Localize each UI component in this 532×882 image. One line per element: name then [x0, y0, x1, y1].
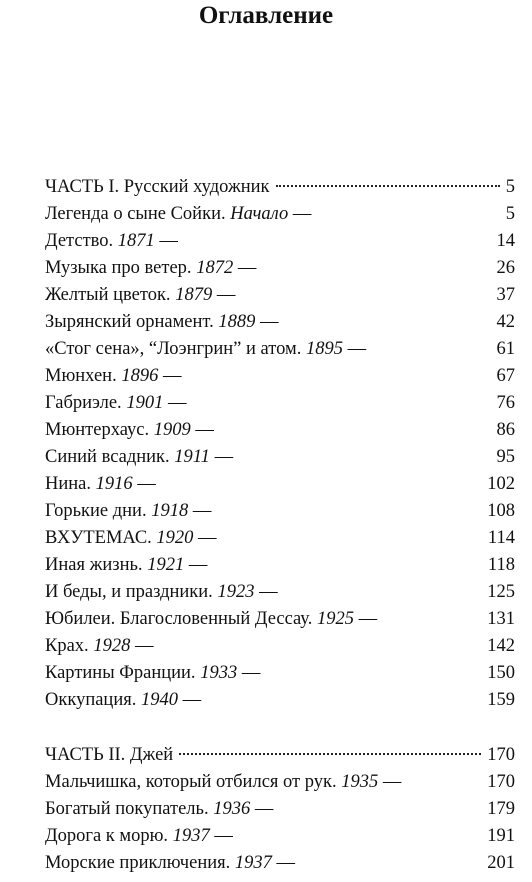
entry-page-number: 142: [487, 636, 515, 656]
entry-dash: —: [233, 258, 257, 278]
entry-dash: —: [132, 474, 156, 494]
toc-entry-label: [45, 309, 278, 336]
entry-dash: —: [271, 853, 296, 873]
toc-entry[interactable]: [45, 633, 515, 660]
entry-page-number: 42: [496, 312, 515, 332]
section-gap: [45, 714, 515, 742]
toc-entry[interactable]: [45, 579, 515, 606]
entry-title: Легенда о сыне Сойки.: [45, 204, 231, 224]
entry-year: 1879: [175, 285, 213, 305]
entry-dash: —: [378, 772, 402, 792]
dot-leader: [276, 185, 500, 187]
entry-dash: —: [190, 420, 214, 440]
entry-year: 1911: [174, 447, 210, 467]
toc-entry[interactable]: [45, 255, 515, 282]
toc-entry-label: [45, 498, 211, 525]
part-page-number: 5: [505, 177, 515, 197]
entry-page-number: 76: [496, 393, 515, 413]
entry-title: Дорога к морю.: [45, 826, 173, 846]
entry-dash: —: [212, 285, 236, 305]
toc-entry-label: [45, 796, 273, 823]
table-of-contents: [45, 174, 515, 877]
toc-entry-label: [45, 282, 235, 309]
toc-entry-label: [45, 417, 214, 444]
entry-year: 1871: [117, 231, 155, 251]
entry-page-number: 26: [496, 258, 515, 278]
entry-dash: —: [193, 528, 217, 548]
toc-entry[interactable]: [45, 660, 515, 687]
entry-year: 1925: [316, 609, 354, 629]
entry-year: 1935: [341, 772, 379, 792]
part-heading-label: ЧАСТЬ I. Русский художник: [45, 177, 270, 197]
toc-entry[interactable]: [45, 471, 515, 498]
entry-year: 1895: [305, 339, 343, 359]
toc-entry-label: [45, 201, 311, 228]
entry-dash: —: [154, 231, 178, 251]
entry-dash: —: [130, 636, 154, 656]
toc-entry[interactable]: [45, 769, 515, 796]
part-heading-row[interactable]: [45, 174, 515, 201]
toc-entry[interactable]: [45, 309, 515, 336]
entry-page-number: 118: [487, 555, 515, 575]
entry-dash: —: [188, 501, 212, 521]
entry-dash: —: [178, 690, 202, 710]
entry-year: 1937: [172, 826, 210, 846]
part-heading-label: ЧАСТЬ II. Джей: [45, 745, 174, 765]
entry-dash: —: [254, 582, 278, 602]
toc-entry-label: [45, 336, 366, 363]
entry-dash: —: [288, 204, 312, 224]
entry-page-number: 191: [487, 826, 515, 846]
entry-year: 1940: [141, 690, 178, 710]
entry-page-number: 179: [487, 799, 515, 819]
entry-title: ВХУТЕМАС.: [45, 528, 157, 548]
toc-entry[interactable]: [45, 228, 515, 255]
part-heading-row[interactable]: [45, 742, 515, 769]
toc-entry-label: [45, 687, 201, 714]
toc-entry-label: [45, 660, 260, 687]
toc-entry[interactable]: [45, 282, 515, 309]
entry-title: Детство.: [45, 231, 118, 251]
entry-page-number: 131: [487, 609, 515, 629]
toc-entry[interactable]: [45, 850, 515, 877]
toc-entry-label: [45, 525, 217, 552]
toc-entry-label: [45, 390, 186, 417]
entry-dash: —: [158, 366, 182, 386]
entry-title: Желтый цветок.: [45, 285, 176, 305]
entry-page-number: 67: [496, 366, 515, 386]
toc-entry[interactable]: [45, 336, 515, 363]
entry-dash: —: [353, 609, 378, 629]
entry-title: Оккупация.: [45, 690, 141, 710]
entry-year: 1920: [156, 528, 194, 548]
entry-year: 1921: [147, 555, 185, 575]
toc-entry[interactable]: [45, 552, 515, 579]
entry-page-number: 102: [487, 474, 515, 494]
toc-entry[interactable]: [45, 417, 515, 444]
entry-title: Иная жизнь.: [45, 555, 148, 575]
toc-entry-label: [45, 552, 207, 579]
entry-page-number: 125: [487, 582, 515, 602]
entry-year: 1936: [213, 799, 251, 819]
entry-dash: —: [184, 555, 208, 575]
entry-page-number: 61: [496, 339, 515, 359]
entry-year: 1872: [196, 258, 234, 278]
entry-title: И беды, и праздники.: [45, 582, 218, 602]
entry-title: Юбилеи. Благословенный Дессау.: [45, 609, 317, 629]
toc-entry-label: [45, 823, 233, 850]
entry-dash: —: [250, 799, 274, 819]
entry-year: 1889: [218, 312, 256, 332]
entry-title: Морские приключения.: [45, 853, 235, 873]
toc-entry[interactable]: [45, 444, 515, 471]
toc-entry[interactable]: [45, 363, 515, 390]
entry-page-number: 114: [487, 528, 515, 548]
entry-year: 1923: [217, 582, 255, 602]
page-title: Оглавление: [198, 2, 334, 29]
toc-entry-label: [45, 606, 377, 633]
entry-title: Крах.: [45, 636, 94, 656]
entry-title: Музыка про ветер.: [45, 258, 197, 278]
entry-page-number: 150: [487, 663, 515, 683]
toc-entry[interactable]: [45, 823, 515, 850]
entry-title: Синий всадник.: [45, 447, 175, 467]
dot-leader: [179, 753, 481, 755]
toc-entry-label: [45, 255, 256, 282]
toc-entry[interactable]: [45, 687, 515, 714]
part-page-number: 170: [487, 745, 515, 765]
toc-entry[interactable]: [45, 796, 515, 823]
entry-dash: —: [209, 826, 233, 846]
toc-entry-label: [45, 471, 156, 498]
entry-title: Мюнтерхаус.: [45, 420, 154, 440]
toc-entry[interactable]: [45, 201, 515, 228]
toc-entry-label: [45, 363, 181, 390]
entry-page-number: 108: [487, 501, 515, 521]
entry-dash: —: [255, 312, 279, 332]
toc-entry[interactable]: [45, 498, 515, 525]
entry-year: 1918: [151, 501, 189, 521]
entry-title: Нина.: [45, 474, 96, 494]
entry-year: 1901: [126, 393, 164, 413]
entry-year: 1896: [121, 366, 159, 386]
toc-entry-label: [45, 579, 278, 606]
entry-page-number: 37: [496, 285, 515, 305]
entry-title: Мюнхен.: [45, 366, 122, 386]
entry-title: Горькие дни.: [45, 501, 152, 521]
entry-title: «Стог сена», “Лоэнгрин” и атом.: [45, 339, 306, 359]
entry-title: Мальчишка, который отбился от рук.: [45, 772, 342, 792]
entry-year: 1928: [93, 636, 131, 656]
toc-entry-label: [45, 633, 153, 660]
entry-page-number: 170: [487, 772, 515, 792]
entry-dash: —: [163, 393, 187, 413]
entry-dash: —: [342, 339, 367, 359]
entry-dash: —: [209, 447, 234, 467]
entry-page-number: 5: [505, 204, 515, 224]
entry-title: Габриэле.: [45, 393, 127, 413]
entry-page-number: 159: [487, 690, 515, 710]
toc-entry[interactable]: [45, 525, 515, 552]
entry-year: 1937: [234, 853, 272, 873]
toc-entry-label: [45, 850, 295, 877]
entry-year: 1916: [95, 474, 133, 494]
toc-entry[interactable]: [45, 390, 515, 417]
toc-entry[interactable]: [45, 606, 515, 633]
entry-year: 1909: [153, 420, 191, 440]
entry-page-number: 86: [496, 420, 515, 440]
toc-entry-label: [45, 769, 401, 796]
entry-page-number: 95: [496, 447, 515, 467]
toc-entry-label: [45, 228, 178, 255]
entry-dash: —: [237, 663, 261, 683]
entry-year: Начало: [230, 204, 289, 224]
entry-year: 1933: [200, 663, 238, 683]
toc-entry-label: [45, 444, 233, 471]
entry-page-number: 201: [487, 853, 515, 873]
entry-title: Картины Франции.: [45, 663, 201, 683]
entry-page-number: 14: [496, 231, 515, 251]
entry-title: Богатый покупатель.: [45, 799, 214, 819]
entry-title: Зырянский орнамент.: [45, 312, 219, 332]
